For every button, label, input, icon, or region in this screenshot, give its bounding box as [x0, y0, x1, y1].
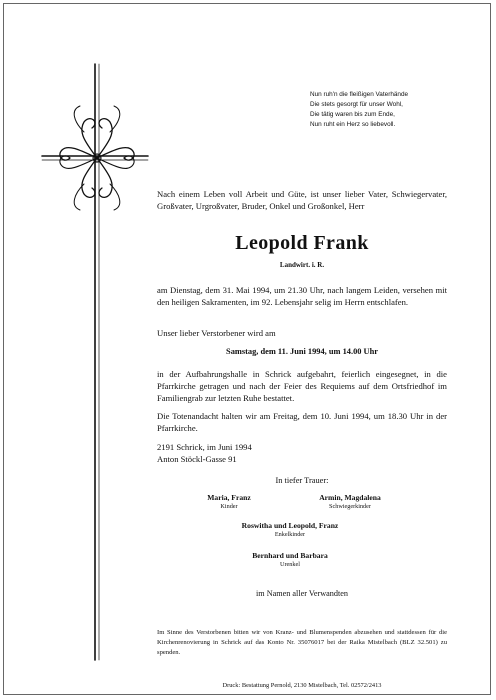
- address-line-1: 2191 Schrick, im Juni 1994: [157, 442, 252, 452]
- mourning-title: In tiefer Trauer:: [275, 476, 329, 485]
- mourner-group: [159, 493, 299, 510]
- mourner-names: Bernhard und Barbara: [252, 551, 328, 560]
- poem-line: Nun ruht ein Herz so liebevoll.: [310, 121, 396, 128]
- poem: [310, 90, 490, 130]
- mourner-role: Schwiegerkinder: [329, 503, 371, 510]
- poem-line: Nun ruh'n die fleißigen Vaterhände: [310, 91, 409, 98]
- ornamental-cross-icon: [40, 62, 150, 662]
- wake-text: Die Totenandacht halten wir am Freitag, dem 10. Juni 1994, um 18.30 Uhr in der Pfarrkirche.: [157, 411, 447, 433]
- mourner-group: [280, 493, 420, 510]
- funeral-text: in der Aufbahrungshalle in Schrick aufgebahrt, feierlich eingesegnet, in die Pfarrkirche getragen und nach der Feier des Requiems auf dem Ortsfriedhof im Familiengrab zur letzten Ruhe bestattet.: [157, 369, 447, 403]
- mourner-names: Roswitha und Leopold, Franz: [241, 521, 339, 530]
- intro-text: Nach einem Leben voll Arbeit und Güte, ist unser lieber Vater, Schwiegervater, Großvater, Urgroßvater, Bruder, Onkel und Großonkel, Herr: [157, 189, 447, 211]
- poem-line: Die stets gesorgt für unser Wohl,: [310, 101, 403, 108]
- deceased-profession: Landwirt. i. R.: [279, 261, 325, 269]
- funeral-intro: Unser lieber Verstorbener wird am: [157, 328, 276, 338]
- death-text: am Dienstag, dem 31. Mai 1994, um 21.30 Uhr, nach langem Leiden, versehen mit den heiligen Sakramenten, im 92. Lebensjahr selig im Herrn entschlafen.: [157, 285, 447, 307]
- mourner-role: Urenkel: [280, 561, 300, 568]
- printer-footer: Druck: Bestattung Pernold, 2130 Mistelbach, Tel. 02572/2413: [222, 682, 382, 689]
- mourner-role: Enkelkinder: [274, 531, 306, 538]
- poem-line: Die tätig waren bis zum Ende,: [310, 111, 395, 118]
- deceased-name: Leopold Frank: [235, 232, 369, 254]
- mourner-group: [220, 551, 360, 568]
- mourner-names: Armin, Magdalena: [319, 493, 381, 502]
- mourner-role: Kinder: [220, 503, 238, 510]
- mourner-names: Maria, Franz: [207, 493, 251, 502]
- relatives-line: im Namen aller Verwandten: [256, 589, 348, 598]
- address-line-2: Anton Stöckl-Gasse 91: [157, 454, 237, 464]
- donation-notice: Im Sinne des Verstorbenen bitten wir von Kranz- und Blumenspenden abzusehen und stattdessen für die Kirchenrenovierung in Schrick auf das Konto Nr. 35076017 bei der Raika Mistelbach (BLZ 32.501) zu spenden.: [157, 629, 447, 656]
- funeral-date: Samstag, dem 11. Juni 1994, um 14.00 Uhr: [226, 347, 378, 356]
- mourner-group: [220, 521, 360, 538]
